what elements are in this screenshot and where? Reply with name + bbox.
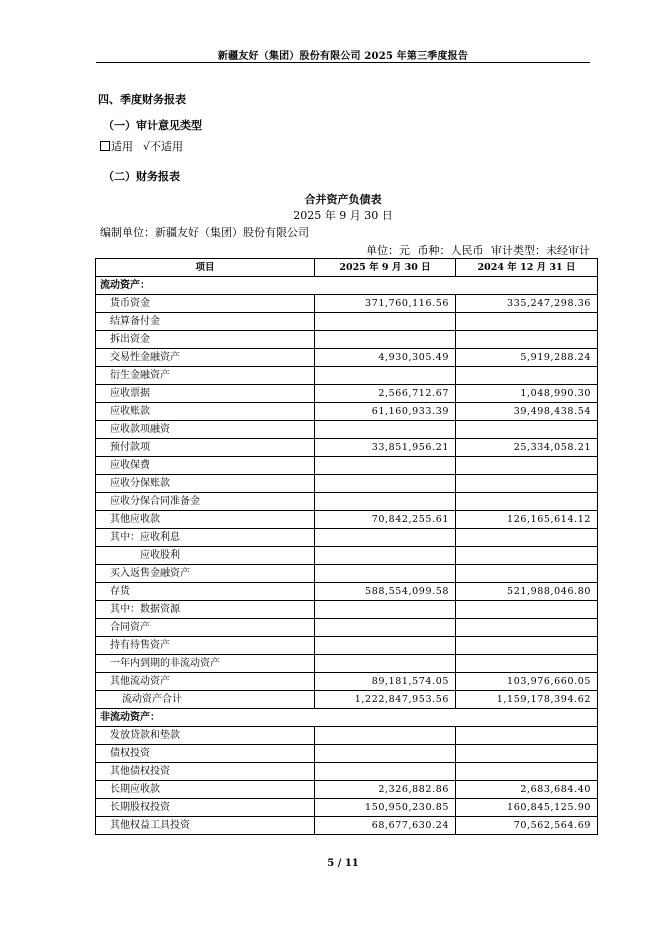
balance-sheet-table (95, 258, 598, 835)
value-2024 (456, 565, 598, 583)
row-label: 其他债权投资 (96, 763, 315, 781)
row-label: 其中：数据资源 (96, 601, 315, 619)
value-2024: 160,845,125.90 (456, 799, 598, 817)
row-label: 应收分保合同准备金 (96, 493, 315, 511)
value-2024: 2,683,684.40 (456, 781, 598, 799)
section-label: 流动资产： (96, 277, 598, 295)
table-row (96, 817, 598, 835)
table-row (96, 313, 598, 331)
value-2024: 5,919,288.24 (456, 349, 598, 367)
row-label: 持有待售资产 (96, 637, 315, 655)
row-label: 应收票据 (96, 385, 315, 403)
checkbox-icon (100, 141, 110, 151)
page-number: 5 / 11 (327, 858, 359, 869)
check-mark-icon: √ (143, 140, 151, 153)
row-label: 长期股权投资 (96, 799, 315, 817)
table-section-row (96, 709, 598, 727)
value-2025 (315, 475, 456, 493)
value-2025: 371,760,116.56 (315, 295, 456, 313)
value-2025 (315, 565, 456, 583)
unit-currency-line (362, 242, 590, 258)
table-row (96, 403, 598, 421)
table-row (96, 439, 598, 457)
value-2024 (456, 313, 598, 331)
value-2024: 335,247,298.36 (456, 295, 598, 313)
row-label: 应收分保账款 (96, 475, 315, 493)
value-2025 (315, 655, 456, 673)
unit-label: 单位：元 (366, 244, 410, 257)
table-row (96, 475, 598, 493)
value-2025: 33,851,956.21 (315, 439, 456, 457)
table-row (96, 781, 598, 799)
table-row (96, 547, 598, 565)
table-row (96, 331, 598, 349)
value-2024 (456, 493, 598, 511)
value-2024 (456, 331, 598, 349)
value-2024 (456, 637, 598, 655)
value-2025 (315, 367, 456, 385)
statement-date: 2025 年 9 月 30 日 (293, 209, 393, 222)
row-label: 流动资产合计 (96, 691, 315, 709)
currency-label: 币种：人民币 (417, 244, 484, 257)
table-row (96, 691, 598, 709)
value-2025 (315, 637, 456, 655)
row-label: 应收股利 (96, 547, 315, 565)
header-divider (96, 62, 590, 63)
value-2025 (315, 619, 456, 637)
value-2024: 70,562,564.69 (456, 817, 598, 835)
value-2024: 126,165,614.12 (456, 511, 598, 529)
value-2024 (456, 367, 598, 385)
value-2025: 150,950,230.85 (315, 799, 456, 817)
table-row (96, 583, 598, 601)
value-2025: 89,181,574.05 (315, 673, 456, 691)
row-label: 发放贷款和垫款 (96, 727, 315, 745)
row-label: 应收款项融资 (96, 421, 315, 439)
value-2024 (456, 421, 598, 439)
value-2024: 1,048,990.30 (456, 385, 598, 403)
value-2025 (315, 727, 456, 745)
table-section-row (96, 277, 598, 295)
table-row (96, 511, 598, 529)
value-2024: 521,988,046.80 (456, 583, 598, 601)
row-label: 预付款项 (96, 439, 315, 457)
value-2024: 25,334,058.21 (456, 439, 598, 457)
value-2025: 4,930,305.49 (315, 349, 456, 367)
value-2024 (456, 529, 598, 547)
value-2024: 103,976,660.05 (456, 673, 598, 691)
row-label: 存货 (96, 583, 315, 601)
statement-title: 合并资产负债表 (304, 193, 382, 206)
value-2025 (315, 493, 456, 511)
column-header-2024: 2024 年 12 月 31 日 (456, 259, 598, 277)
value-2025 (315, 313, 456, 331)
value-2025: 68,677,630.24 (315, 817, 456, 835)
row-label: 其他权益工具投资 (96, 817, 315, 835)
audit-type-label: 审计类型：未经审计 (491, 244, 590, 257)
table-row (96, 457, 598, 475)
section-title-audit-opinion: （一）审计意见类型 (103, 119, 202, 132)
row-label: 交易性金融资产 (96, 349, 315, 367)
value-2025: 588,554,099.58 (315, 583, 456, 601)
table-row (96, 529, 598, 547)
value-2025: 2,326,882.86 (315, 781, 456, 799)
value-2025 (315, 763, 456, 781)
table-row (96, 637, 598, 655)
value-2025: 61,160,933.39 (315, 403, 456, 421)
row-label: 应收账款 (96, 403, 315, 421)
value-2024 (456, 763, 598, 781)
row-label: 拆出资金 (96, 331, 315, 349)
table-row (96, 493, 598, 511)
row-label: 债权投资 (96, 745, 315, 763)
table-header-row (96, 259, 598, 277)
table-row (96, 421, 598, 439)
option-not-apply-label: 不适用 (150, 140, 184, 153)
option-apply-label: 适用 (111, 140, 133, 153)
column-header-2025: 2025 年 9 月 30 日 (315, 259, 456, 277)
table-row (96, 367, 598, 385)
value-2024 (456, 727, 598, 745)
row-label: 一年内到期的非流动资产 (96, 655, 315, 673)
value-2024 (456, 547, 598, 565)
table-row (96, 385, 598, 403)
value-2025 (315, 421, 456, 439)
value-2025 (315, 457, 456, 475)
table-row (96, 655, 598, 673)
value-2024: 39,498,438.54 (456, 403, 598, 421)
value-2024: 1,159,178,394.62 (456, 691, 598, 709)
value-2024 (456, 745, 598, 763)
table-row (96, 673, 598, 691)
section-title-quarterly-statements: 四、季度财务报表 (98, 93, 186, 106)
value-2024 (456, 619, 598, 637)
value-2025 (315, 331, 456, 349)
table-row (96, 601, 598, 619)
column-header-item: 项目 (96, 259, 315, 277)
row-label: 货币资金 (96, 295, 315, 313)
row-label: 结算备付金 (96, 313, 315, 331)
table-row (96, 799, 598, 817)
table-row (96, 349, 598, 367)
audit-opinion-options (100, 138, 183, 154)
row-label: 长期应收款 (96, 781, 315, 799)
table-row (96, 619, 598, 637)
section-title-financial-statements: （二）财务报表 (103, 170, 180, 183)
table-row (96, 565, 598, 583)
value-2024 (456, 655, 598, 673)
value-2025: 1,222,847,953.56 (315, 691, 456, 709)
value-2024 (456, 457, 598, 475)
value-2025 (315, 745, 456, 763)
table-row (96, 745, 598, 763)
table-row (96, 763, 598, 781)
row-label: 买入返售金融资产 (96, 565, 315, 583)
value-2025 (315, 601, 456, 619)
table-row (96, 727, 598, 745)
section-label: 非流动资产： (96, 709, 598, 727)
page-header: 新疆友好（集团）股份有限公司 2025 年第三季度报告 (217, 51, 469, 62)
row-label: 衍生金融资产 (96, 367, 315, 385)
value-2024 (456, 475, 598, 493)
table-row (96, 295, 598, 313)
row-label: 合同资产 (96, 619, 315, 637)
row-label: 其他流动资产 (96, 673, 315, 691)
row-label: 应收保费 (96, 457, 315, 475)
value-2025 (315, 547, 456, 565)
value-2025: 2,566,712.67 (315, 385, 456, 403)
compiling-entity: 编制单位：新疆友好（集团）股份有限公司 (100, 226, 309, 239)
value-2024 (456, 601, 598, 619)
row-label: 其他应收款 (96, 511, 315, 529)
row-label: 其中：应收利息 (96, 529, 315, 547)
value-2025: 70,842,255.61 (315, 511, 456, 529)
value-2025 (315, 529, 456, 547)
